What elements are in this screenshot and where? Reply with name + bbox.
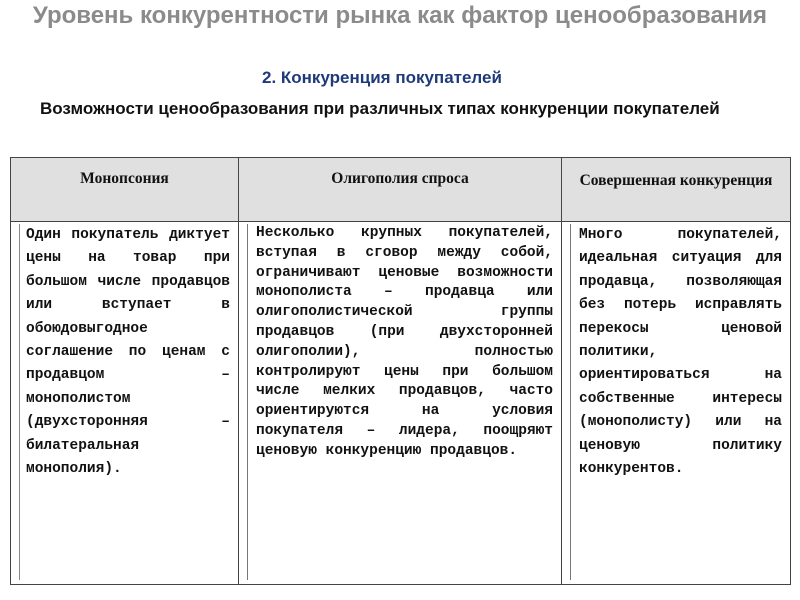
- table-header-row: [11, 158, 791, 222]
- cell-text: Много покупателей, идеальная ситуация для продавца, позволяющая без потерь исправлять перекосы ценовой политики, ориентироваться на собственные интересы (монополисту) или на ценовую политику конкурентов.: [570, 224, 782, 580]
- lead-text: Возможности ценообразования при различных типах конкуренции покупателей: [40, 99, 720, 118]
- competition-table: [10, 157, 791, 585]
- column-header-perfect-competition: Совершенная конкуренция: [562, 158, 791, 222]
- table-row: [11, 222, 791, 585]
- table-cell-perfect-competition: [562, 222, 791, 585]
- column-header-monopsony: Монопсония: [11, 158, 239, 222]
- page-title: Уровень конкурентности рынка как фактор ценообразования: [32, 2, 768, 29]
- cell-text: Один покупатель диктует цены на товар при большом числе продавцов или вступает в обоюдовыгодное соглашение по ценам с продавцом – монополистом (двухсторонняя – билатеральная монополия).: [19, 224, 230, 580]
- cell-text: Несколько крупных покупателей, вступая в сговор между собой, ограничивают ценовые возможности монополиста – продавца или олигополистической группы продавцов (при двухсторонней олигополии), полностью контролируют цены при большом числе мелких продавцов, часто ориентируются на условия покупателя – лидера, поощряют ценовую конкуренцию продавцов.: [247, 224, 553, 580]
- table-cell-oligopsony: [239, 222, 562, 585]
- column-header-oligopsony: Олигополия спроса: [239, 158, 562, 222]
- section-subtitle: 2. Конкуренция покупателей: [262, 68, 502, 87]
- table-cell-monopsony: [11, 222, 239, 585]
